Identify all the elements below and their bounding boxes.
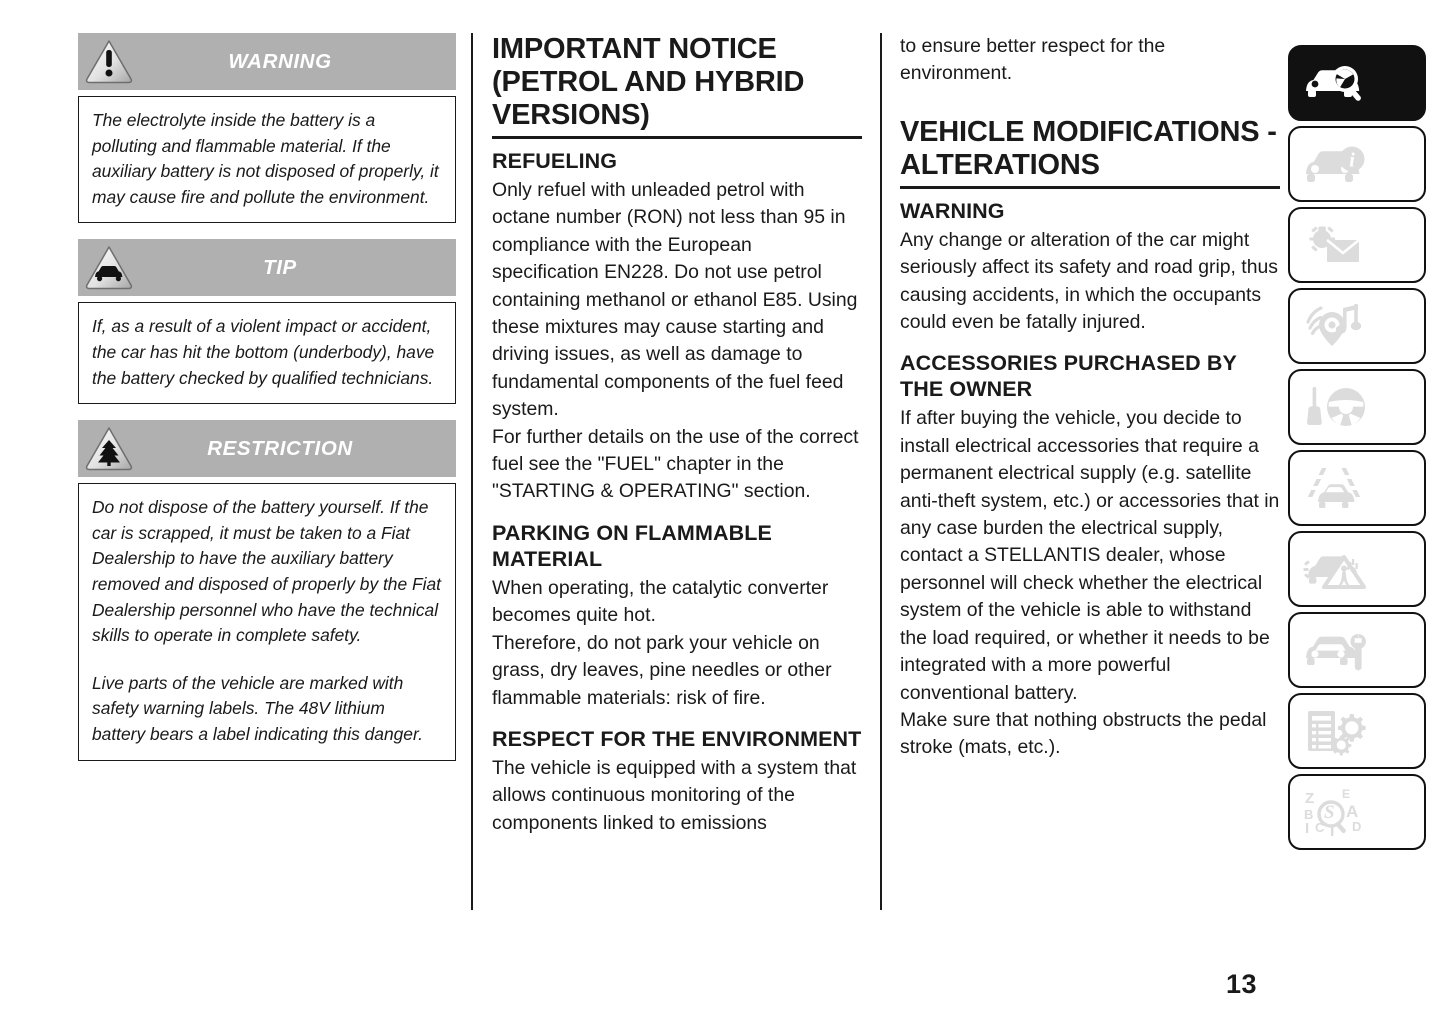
svg-text:Z: Z	[1305, 790, 1315, 807]
svg-text:i: i	[1349, 149, 1355, 172]
right-column	[900, 33, 1280, 762]
callout-warning	[78, 33, 456, 223]
sidebar-tab-alphabetical-index[interactable]	[1288, 774, 1426, 850]
callout-restriction	[78, 420, 456, 760]
callout-warning-title: WARNING	[228, 49, 332, 73]
sidebar-tab-emergency[interactable]	[1288, 531, 1426, 607]
svg-text:D: D	[1352, 819, 1362, 834]
heading-parking-flammable: PARKING ON FLAMMABLE MATERIAL	[492, 520, 772, 571]
accessories-paragraph-1: If after buying the vehicle, you decide to install electrical accessories that require a permanent electrical supply (e.g. satellite anti-theft system, etc.) or accessories that in any case burden the electrical supply, contact a STELLANTIS dealer, whose personnel will check whether the electrical system of the vehicle is able to withstand the load required, or whether it needs to be integrated with a more powerful conventional battery.	[900, 407, 1280, 704]
sidebar-tab-technical-specifications[interactable]	[1288, 693, 1426, 769]
callout-restriction-header	[78, 420, 456, 477]
svg-text:I: I	[1305, 820, 1310, 837]
callout-tip	[78, 239, 456, 404]
svg-text:S: S	[1324, 802, 1335, 823]
svg-text:A: A	[1346, 802, 1359, 821]
callout-tip-header	[78, 239, 456, 296]
middle-column	[492, 33, 862, 837]
accessories-paragraph-2: Make sure that nothing obstructs the pedal stroke (mats, etc.).	[900, 708, 1267, 759]
environment-paragraph-1: The vehicle is equipped with a system that allows continuous monitoring of the components linked to emissions	[492, 756, 857, 834]
callout-restriction-paragraph-1: Do not dispose of the battery yourself. If the car is scrapped, it must be taken to a Fiat Dealership to have the auxiliary battery removed and disposed of properly by the Fiat Dealership personnel who have the technical skills to operate in complete safety.	[92, 497, 441, 646]
heading-refueling: REFUELING	[492, 149, 618, 173]
column-divider-1	[471, 33, 473, 910]
heading-warning: WARNING	[900, 198, 1005, 223]
section-tabs-sidebar	[1288, 45, 1428, 855]
sidebar-tab-knowing-your-car[interactable]	[1288, 45, 1426, 121]
sidebar-tab-starting-operating[interactable]	[1288, 369, 1426, 445]
important-notice-title: IMPORTANT NOTICE (PETROL AND HYBRID VERSIONS)	[492, 33, 805, 131]
parking-paragraph-1: When operating, the catalytic converter becomes quite hot.	[492, 576, 829, 627]
car-info-icon	[1300, 138, 1372, 190]
sidebar-tab-maintenance[interactable]	[1288, 612, 1426, 688]
left-column	[78, 33, 456, 777]
warning-triangle-exclamation-icon	[84, 37, 134, 85]
title-rule	[492, 136, 862, 139]
sidebar-tab-driving-assistance[interactable]	[1288, 450, 1426, 526]
heading-accessories-owner: ACCESSORIES PURCHASED BY THE OWNER	[900, 351, 1237, 402]
maintenance-care-icon	[1300, 624, 1372, 676]
title-rule-right	[900, 186, 1280, 189]
callout-tip-title: TIP	[263, 255, 297, 279]
starting-operating-icon	[1300, 381, 1372, 433]
restriction-triangle-tree-icon	[84, 424, 134, 472]
driving-assistance-icon	[1300, 462, 1372, 514]
refueling-paragraph-1: Only refuel with unleaded petrol with octane number (RON) not less than 95 in compliance with the European specification EN228. Do not use petrol containing methanol or ethanol E85. Using these mixtures may cause starting and driving issues, as well as damage to fundamental components of the fuel feed system.	[492, 179, 858, 421]
callout-restriction-paragraph-2: Live parts of the vehicle are marked with safety warning labels. The 48V lithium battery bears a label indicating this danger.	[92, 672, 423, 744]
callout-warning-header	[78, 33, 456, 90]
sidebar-tab-car-info[interactable]	[1288, 126, 1426, 202]
callout-warning-body	[78, 96, 456, 223]
environment-continuation: to ensure better respect for the environment.	[900, 35, 1166, 85]
technical-specifications-icon	[1300, 705, 1372, 757]
svg-text:T: T	[1327, 821, 1338, 838]
callout-tip-body	[78, 302, 456, 404]
alphabetical-index-icon	[1300, 786, 1372, 838]
heading-respect-environment: RESPECT FOR THE ENVIRONMENT	[492, 726, 862, 751]
callout-tip-paragraph-1: If, as a result of a violent impact or accident, the car has hit the bottom (underbody), have the battery checked by qualified technicians.	[92, 316, 435, 388]
parking-paragraph-2: Therefore, do not park your vehicle on grass, dry leaves, pine needles or other flammable materials: risk of fire.	[492, 631, 832, 709]
page-number: 13	[1225, 969, 1257, 999]
sidebar-tab-warning-lights-messages[interactable]	[1288, 207, 1426, 283]
callout-restriction-body	[78, 483, 456, 760]
refueling-paragraph-2: For further details on the use of the correct fuel see the "FUEL" chapter in the "STARTING & OPERATING" section.	[492, 425, 859, 503]
tip-triangle-car-icon	[84, 243, 134, 291]
column-divider-2	[880, 33, 882, 910]
callout-warning-paragraph-1: The electrolyte inside the battery is a polluting and flammable material. If the auxiliary battery is not disposed of properly, it may cause fire and pollute the environment.	[92, 110, 439, 207]
emergency-breakdown-icon	[1300, 543, 1372, 595]
svg-text:E: E	[1342, 787, 1351, 801]
warning-paragraph-1: Any change or alteration of the car might seriously affect its safety and road grip, thus causing accidents, in which the occupants could even be fatally injured.	[900, 228, 1278, 334]
svg-text:C: C	[1315, 820, 1325, 835]
car-inspection-magnifier-icon	[1300, 57, 1372, 109]
sidebar-tab-infotainment[interactable]	[1288, 288, 1426, 364]
vehicle-modifications-title: VEHICLE MODIFICATIONS - ALTERATIONS	[900, 115, 1277, 181]
callout-restriction-title: RESTRICTION	[207, 436, 353, 460]
warning-lights-messages-icon	[1300, 219, 1372, 271]
svg-text:B: B	[1304, 807, 1314, 822]
infotainment-navigation-icon	[1300, 300, 1372, 352]
